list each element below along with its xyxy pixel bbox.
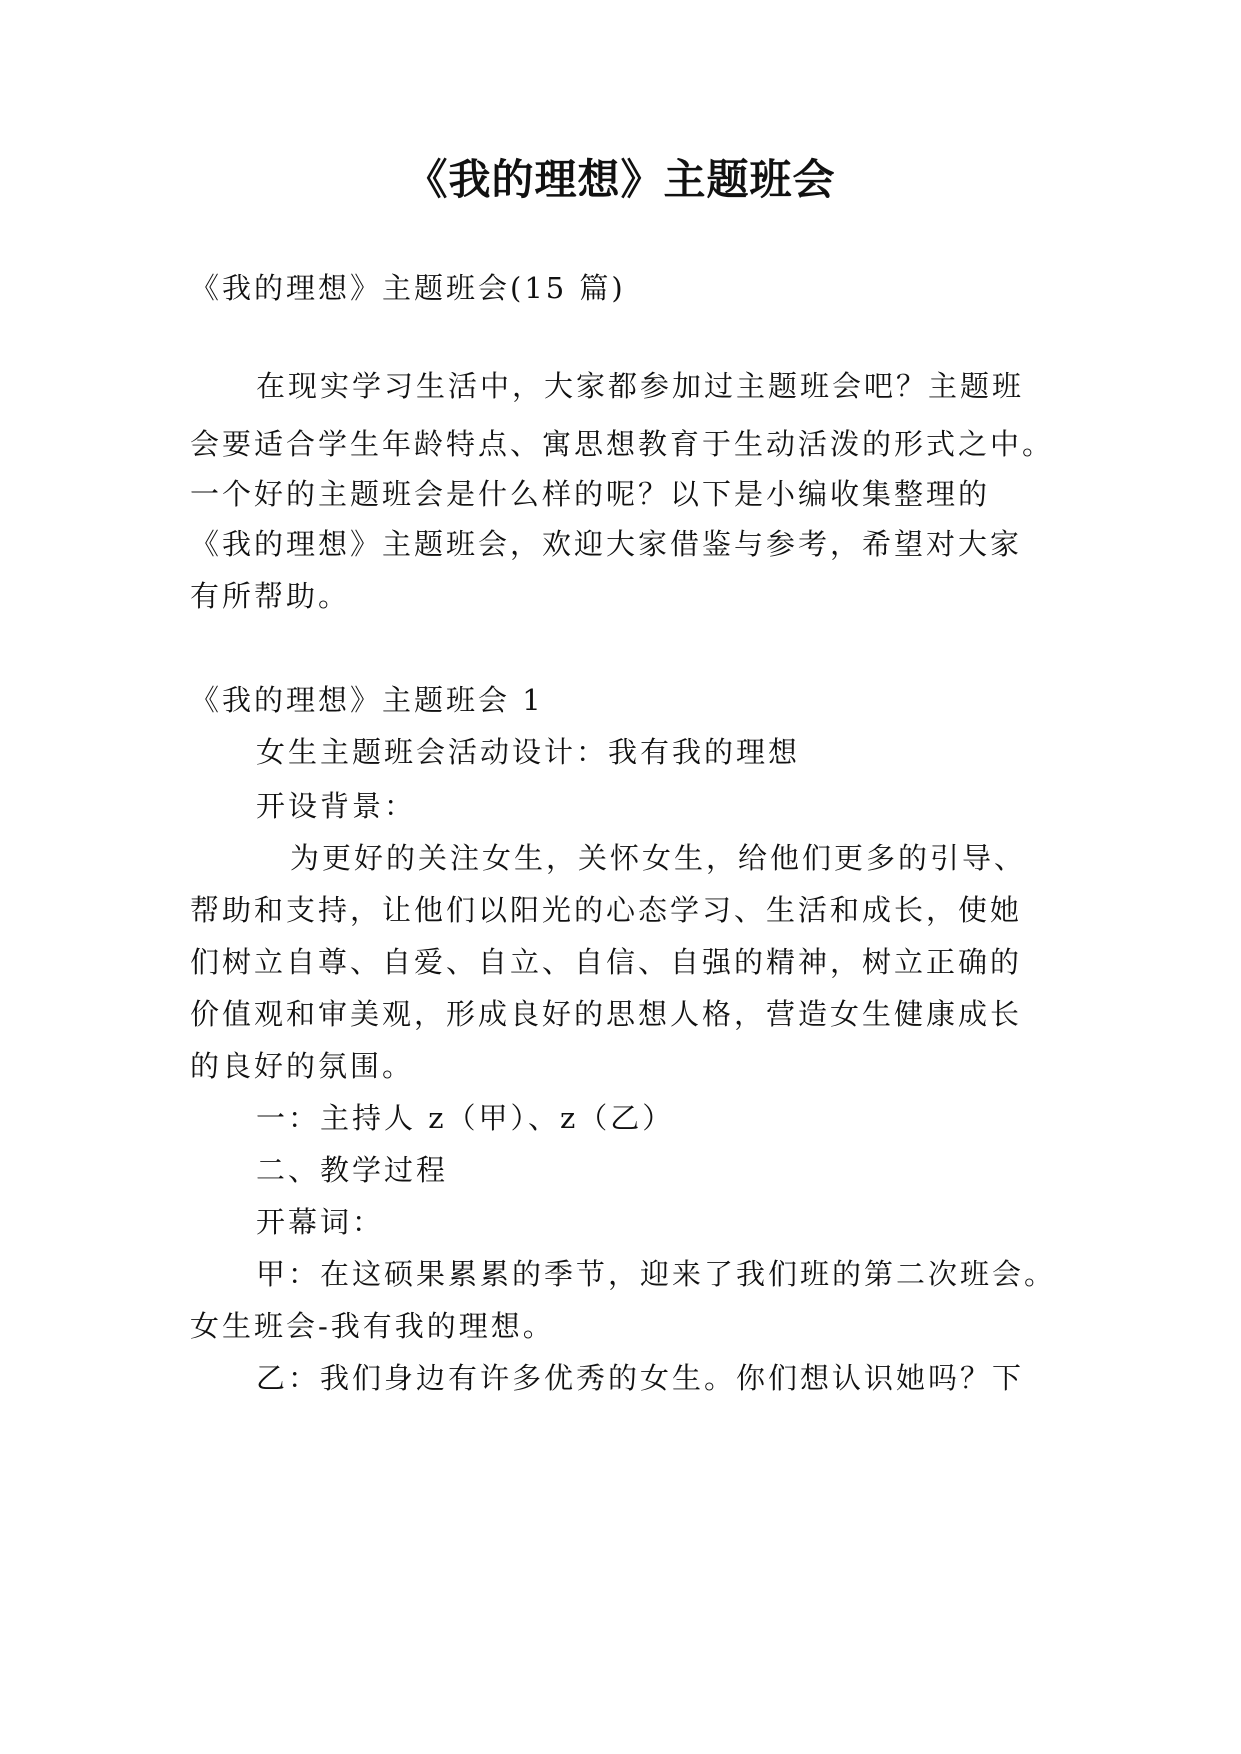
opening-label: 开幕词： (256, 1205, 385, 1239)
intro-line: 一个好的主题班会是什么样的呢？以下是小编收集整理的 (190, 477, 991, 511)
document-title: 《我的理想》主题班会 (405, 155, 836, 204)
dialogue-line: 女生班会-我有我的理想。 (190, 1309, 555, 1343)
background-line: 价值观和审美观，形成良好的思想人格，营造女生健康成长 (190, 997, 1023, 1031)
document-subtitle: 《我的理想》主题班会(15 篇) (190, 271, 626, 305)
section-heading: 《我的理想》主题班会 1 (190, 683, 544, 717)
dialogue-line: 甲：在这硕果累累的季节，迎来了我们班的第二次班会。 (256, 1257, 1057, 1291)
activity-title: 女生主题班会活动设计：我有我的理想 (256, 735, 801, 769)
dialogue-line: 乙：我们身边有许多优秀的女生。你们想认识她吗？下 (256, 1361, 1025, 1395)
background-label: 开设背景： (256, 789, 417, 823)
process-line: 二、教学过程 (256, 1153, 449, 1187)
intro-line: 《我的理想》主题班会，欢迎大家借鉴与参考，希望对大家 (190, 527, 1023, 561)
intro-line: 在现实学习生活中，大家都参加过主题班会吧？主题班 (256, 369, 1025, 403)
intro-line: 会要适合学生年龄特点、寓思想教育于生动活泼的形式之中。 (190, 427, 1055, 461)
host-line: 一：主持人 z（甲）、z（乙） (256, 1101, 675, 1135)
background-line: 们树立自尊、自爱、自立、自信、自强的精神，树立正确的 (190, 945, 1023, 979)
background-line: 帮助和支持，让他们以阳光的心态学习、生活和成长，使她 (190, 893, 1023, 927)
intro-line: 有所帮助。 (190, 579, 351, 613)
background-line: 为更好的关注女生，关怀女生，给他们更多的引导、 (290, 841, 1027, 875)
background-line: 的良好的氛围。 (190, 1049, 415, 1083)
